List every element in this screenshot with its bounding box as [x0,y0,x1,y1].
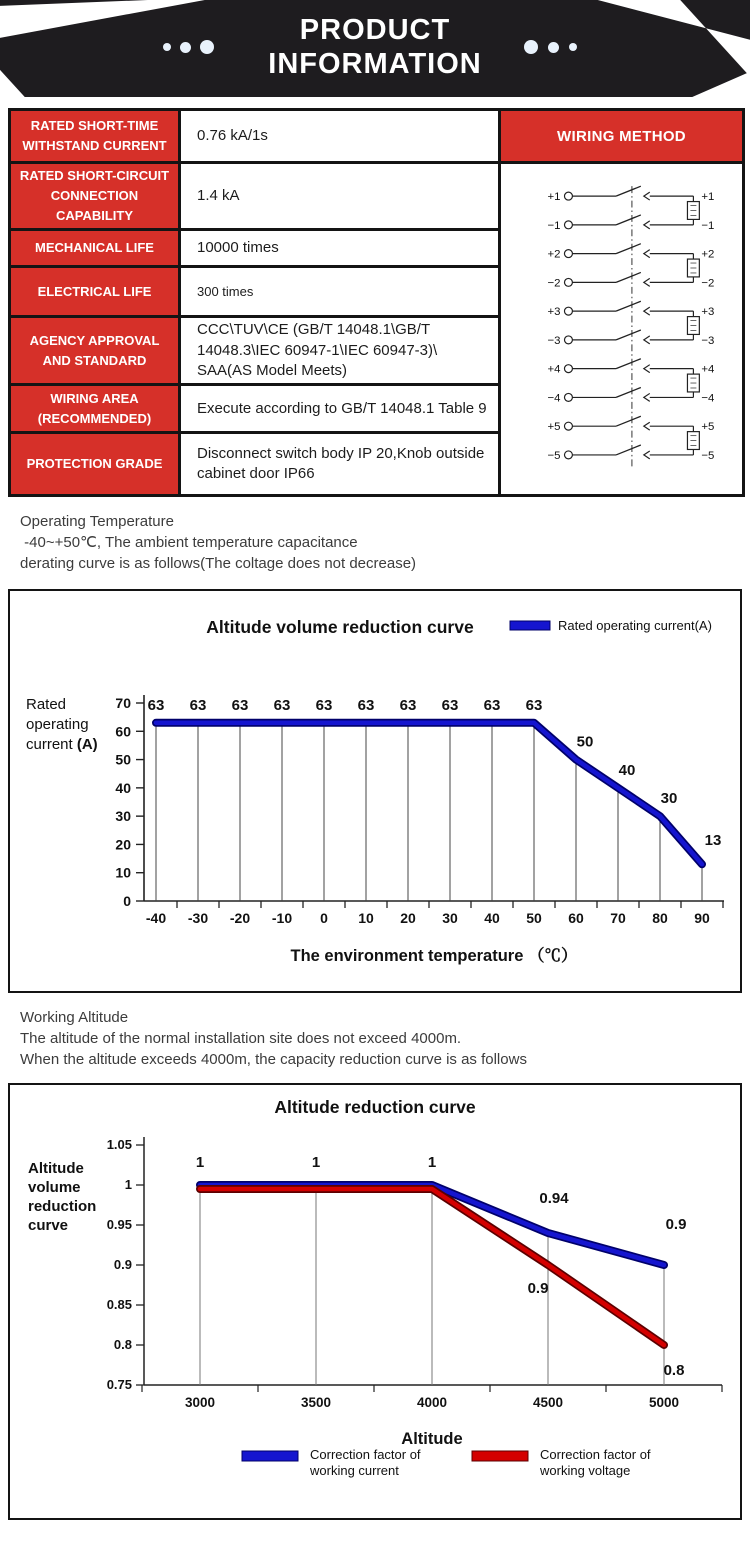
page-title-line2: INFORMATION [268,48,482,80]
svg-text:Correction factor of: Correction factor of [310,1447,421,1463]
svg-text:-20: -20 [229,910,251,927]
svg-text:Correction factor of: Correction factor of [540,1447,651,1463]
spec-label: RATED SHORT-TIME WITHSTAND CURRENT [10,110,180,163]
spec-value: 300 times [180,267,500,317]
specification-table [8,108,745,497]
spec-label: PROTECTION GRADE [10,433,180,496]
note-line: -40~+50℃, The ambient temperature capacitance [20,534,358,552]
svg-text:63: 63 [315,696,333,714]
svg-text:20: 20 [115,836,131,853]
svg-text:curve: curve [28,1217,69,1235]
svg-text:1: 1 [427,1154,437,1172]
temperature-derating-chart [8,589,742,993]
svg-text:-40: -40 [145,910,167,927]
svg-text:−1: −1 [547,219,561,232]
altitude-reduction-chart-svg [10,1085,740,1518]
operating-temperature-note [20,511,750,574]
svg-text:0.8: 0.8 [663,1362,685,1380]
svg-text:3000: 3000 [184,1395,216,1411]
svg-text:30: 30 [660,790,678,808]
svg-text:4000: 4000 [416,1395,448,1411]
page-title-line1: PRODUCT [299,14,451,46]
svg-text:63: 63 [147,696,165,714]
svg-text:Altitude volume reduction curv: Altitude volume reduction curve [206,617,474,638]
decorative-dots-right [524,40,577,54]
svg-text:The environment temperature （℃: The environment temperature （℃） [290,947,578,966]
altitude-reduction-chart [8,1083,742,1520]
spec-value: Disconnect switch body IP 20,Knob outside cabinet door IP66 [180,433,500,496]
table-row [10,110,744,163]
svg-text:1: 1 [124,1177,132,1193]
svg-text:+5: +5 [547,420,561,433]
svg-text:1.05: 1.05 [106,1137,132,1153]
svg-text:63: 63 [189,696,207,714]
spec-value: Execute according to GB/T 14048.1 Table 9 [180,385,500,433]
svg-text:1: 1 [311,1154,321,1172]
svg-text:10: 10 [115,864,131,881]
svg-text:63: 63 [231,696,249,714]
svg-text:−1: −1 [700,219,714,232]
svg-text:10: 10 [358,910,374,927]
svg-text:−3: −3 [547,334,561,347]
svg-text:63: 63 [483,696,501,714]
svg-text:63: 63 [441,696,459,714]
wiring-diagram [503,179,741,475]
dot-icon [569,43,577,51]
svg-text:-10: -10 [271,910,293,927]
svg-text:0.8: 0.8 [113,1337,132,1353]
spec-value: 1.4 kA [180,163,500,230]
spec-label: RATED SHORT-CIRCUIT CONNECTION CAPABILITY [10,163,180,230]
svg-text:−5: −5 [547,449,561,462]
svg-text:80: 80 [652,910,668,927]
page-header-banner [0,0,750,97]
svg-text:40: 40 [484,910,500,927]
svg-text:30: 30 [115,808,131,825]
svg-text:0.9: 0.9 [113,1257,132,1273]
wiring-method-header: WIRING METHOD [500,110,744,163]
spec-label: AGENCY APPROVAL AND STANDARD [10,317,180,385]
svg-text:working current: working current [310,1463,399,1479]
svg-text:60: 60 [568,910,584,927]
svg-text:0.9: 0.9 [527,1280,549,1298]
spec-value: 0.76 kA/1s [180,110,500,163]
svg-text:5000: 5000 [648,1395,680,1411]
dot-icon [548,42,559,53]
spec-label: MECHANICAL LIFE [10,230,180,267]
svg-text:−2: −2 [700,276,714,289]
spec-value: CCC\TUV\CE (GB/T 14048.1\GB/T 14048.3\IEC 60947-1\IEC 60947-3)\ SAA(AS Model Meets) [180,317,500,385]
svg-text:+4: +4 [547,363,561,376]
svg-text:0.95: 0.95 [106,1217,132,1233]
svg-text:50: 50 [526,910,542,927]
svg-text:−2: −2 [547,276,561,289]
note-line: When the altitude exceeds 4000m, the capacity reduction curve is as follows [20,1051,527,1069]
svg-text:40: 40 [618,762,636,780]
note-line: The altitude of the normal installation site does not exceed 4000m. [20,1030,462,1048]
spec-label: ELECTRICAL LIFE [10,267,180,317]
svg-text:20: 20 [400,910,416,927]
svg-text:0.9: 0.9 [665,1216,687,1234]
table-row [10,163,744,230]
svg-text:0.75: 0.75 [106,1377,132,1393]
svg-text:50: 50 [115,751,131,768]
dot-icon [524,40,538,54]
svg-text:+5: +5 [700,420,714,433]
svg-text:30: 30 [442,910,458,927]
svg-text:volume: volume [28,1179,81,1197]
svg-text:reduction: reduction [28,1198,97,1216]
svg-text:current (A): current (A) [26,736,98,754]
working-altitude-note [20,1007,750,1070]
svg-text:Altitude: Altitude [28,1160,84,1178]
svg-text:0.85: 0.85 [106,1297,132,1313]
svg-text:70: 70 [115,695,131,712]
svg-text:50: 50 [576,733,594,751]
note-line: Working Altitude [20,1009,129,1027]
svg-text:90: 90 [694,910,710,927]
svg-text:Altitude: Altitude [401,1430,463,1449]
page-title [0,0,750,81]
svg-text:+2: +2 [700,248,714,261]
svg-text:Altitude reduction curve: Altitude reduction curve [274,1097,476,1118]
svg-text:+3: +3 [700,305,714,318]
svg-text:working voltage: working voltage [540,1463,631,1479]
svg-text:−4: −4 [547,391,561,404]
spec-label: WIRING AREA (RECOMMENDED) [10,385,180,433]
svg-text:+3: +3 [547,305,561,318]
svg-text:63: 63 [399,696,417,714]
svg-text:+4: +4 [700,363,714,376]
svg-text:0.94: 0.94 [539,1190,569,1208]
svg-text:−4: −4 [700,391,714,404]
svg-text:-30: -30 [187,910,209,927]
svg-text:+1: +1 [547,190,561,203]
svg-text:3500: 3500 [300,1395,332,1411]
svg-text:0: 0 [320,910,328,927]
svg-text:operating: operating [26,716,89,734]
note-line: derating curve is as follows(The coltage does not decrease) [20,555,417,573]
svg-text:40: 40 [115,780,131,797]
spec-value: 10000 times [180,230,500,267]
svg-text:60: 60 [115,723,131,740]
svg-text:63: 63 [357,696,375,714]
note-line: Operating Temperature [20,513,174,531]
svg-text:+1: +1 [700,190,714,203]
svg-text:1: 1 [195,1154,205,1172]
svg-text:+2: +2 [547,248,561,261]
svg-text:63: 63 [525,696,543,714]
svg-text:4500: 4500 [532,1395,564,1411]
svg-text:0: 0 [123,893,131,910]
temperature-derating-chart-svg [10,591,740,991]
svg-text:70: 70 [610,910,626,927]
svg-text:63: 63 [273,696,291,714]
svg-text:−3: −3 [700,334,714,347]
svg-text:Rated: Rated [26,696,67,714]
svg-text:Rated operating current(A): Rated operating current(A) [558,618,712,634]
svg-text:13: 13 [704,832,722,850]
svg-text:−5: −5 [700,449,714,462]
wiring-method-diagram-cell [500,163,744,496]
